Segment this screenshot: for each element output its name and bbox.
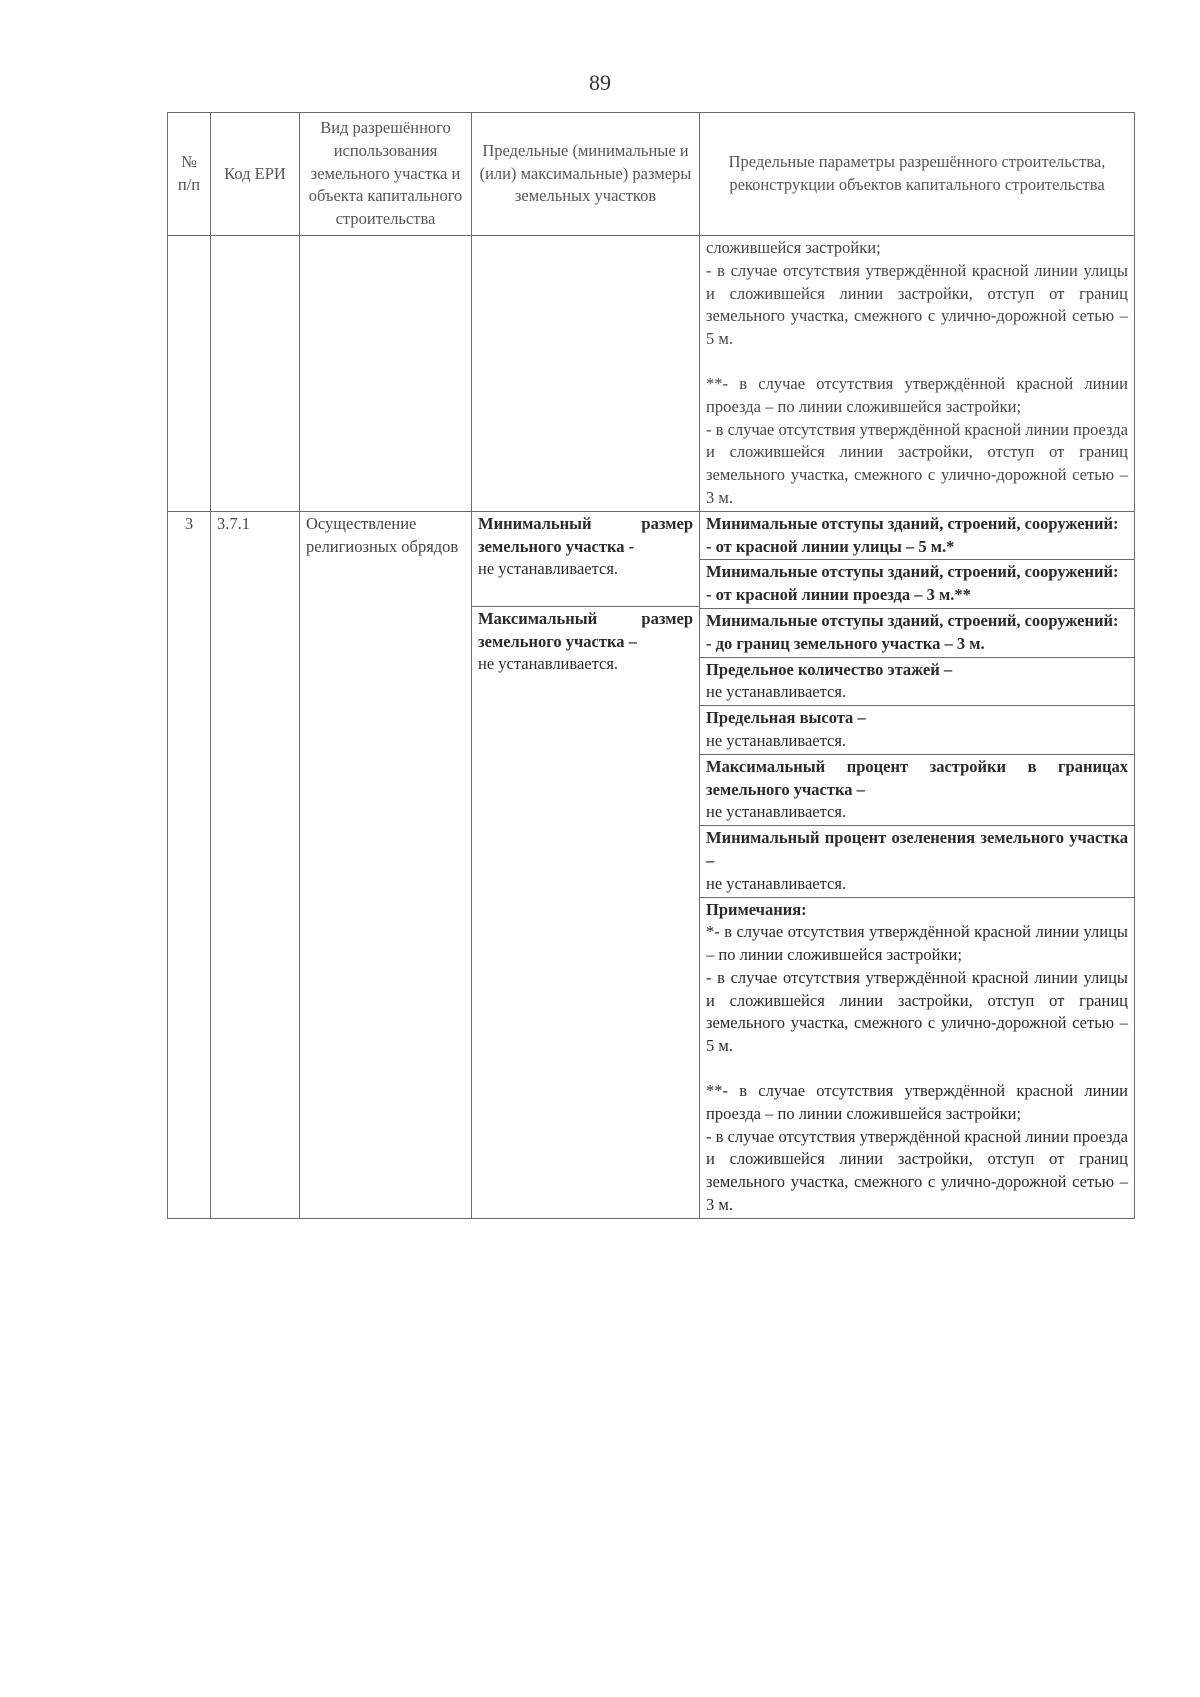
- param-value: - от красной линии улицы – 5 м.*: [706, 536, 955, 556]
- param-value: не устанавливается.: [706, 802, 847, 822]
- param-label: Предельное количество этажей –: [706, 659, 953, 679]
- param-setback-street: [700, 512, 1134, 560]
- note-text: - в случае отсутствия утверждённой красной линии проезда и сложившейся линии застройки, отступ от границ земельного участка, смежного с улично-дорожной сетью – 3 м.: [706, 1126, 1128, 1215]
- continuation-text: сложившейся застройки;: [706, 237, 881, 257]
- param-value: - до границ земельного участка – 3 м.: [706, 633, 985, 653]
- row-params-cell: [700, 511, 1135, 1218]
- header-vid: Вид разрешённого использования земельного участка и объекта капитального строительства: [300, 113, 472, 236]
- row-size-cell: [472, 511, 700, 1218]
- param-setback-passage: [700, 559, 1134, 608]
- table-header-row: [168, 113, 1135, 236]
- param-max-coverage: [700, 754, 1134, 825]
- min-size-block: [472, 512, 699, 606]
- max-size-block: [472, 606, 699, 677]
- cell-empty: [300, 235, 472, 511]
- continuation-text: - в случае отсутствия утверждённой красной линии улицы и сложившейся линии застройки, отступ от границ земельного участка, смежного с улично-дорожной сетью – 5 м.: [706, 260, 1128, 349]
- table-row-continuation: [168, 235, 1135, 511]
- min-size-label: Минимальный размер земельного участка -: [478, 513, 693, 556]
- cell-empty: [472, 235, 700, 511]
- param-value: не устанавливается.: [706, 682, 847, 702]
- table-row-3: [168, 511, 1135, 1218]
- continuation-text: - в случае отсутствия утверждённой красной линии проезда и сложившейся линии застройки, отступ от границ земельного участка, смежного с улично-дорожной сетью – 3 м.: [706, 419, 1128, 507]
- param-label: Максимальный процент застройки в границах земельного участка –: [706, 756, 1128, 799]
- header-num: № п/п: [168, 113, 211, 236]
- continuation-text: **- в случае отсутствия утверждённой красной линии проезда – по линии сложившейся застройки;: [706, 373, 1128, 416]
- max-size-label: Максимальный размер земельного участка –: [478, 608, 693, 651]
- regulations-table: [167, 112, 1135, 1219]
- param-floors: [700, 657, 1134, 706]
- param-value: не устанавливается.: [706, 730, 847, 750]
- row-code: 3.7.1: [211, 511, 300, 1218]
- param-label: Минимальные отступы зданий, строений, сооружений:: [706, 562, 1119, 582]
- max-size-value: не устанавливается.: [478, 654, 619, 674]
- min-size-value: не устанавливается.: [478, 559, 619, 579]
- notes-title: Примечания:: [706, 899, 807, 919]
- param-value: не устанавливается.: [706, 873, 847, 893]
- page-number: 89: [589, 70, 611, 95]
- row-vid: Осуществление религиозных обрядов: [300, 511, 472, 1218]
- header-size: Предельные (минимальные и (или) максимальные) размеры земельных участков: [472, 113, 700, 236]
- note-text: **- в случае отсутствия утверждённой красной линии проезда – по линии сложившейся застройки;: [706, 1081, 1128, 1123]
- param-label: Предельная высота –: [706, 708, 866, 728]
- cell-empty: [211, 235, 300, 511]
- cell-empty: [168, 235, 211, 511]
- param-setback-boundary: [700, 608, 1134, 657]
- header-params: Предельные параметры разрешённого строительства, реконструкции объектов капитального строительства: [700, 113, 1135, 236]
- param-min-greening: [700, 825, 1134, 896]
- param-label: Минимальные отступы зданий, строений, сооружений:: [706, 610, 1119, 630]
- note-text: *- в случае отсутствия утверждённой красной линии улицы – по линии сложившейся застройки;: [706, 922, 1128, 965]
- param-height: [700, 705, 1134, 754]
- param-value: - от красной линии проезда – 3 м.**: [706, 585, 971, 605]
- param-label: Минимальный процент озеленения земельного участка –: [706, 828, 1128, 870]
- note-text: - в случае отсутствия утверждённой красной линии улицы и сложившейся линии застройки, отступ от границ земельного участка, смежного с улично-дорожной сетью – 5 м.: [706, 967, 1128, 1056]
- row-number: 3: [168, 511, 211, 1218]
- notes-block: [700, 897, 1134, 1218]
- continuation-params-cell: [700, 235, 1135, 511]
- header-code: Код ЕРИ: [211, 113, 300, 236]
- param-label: Минимальные отступы зданий, строений, сооружений:: [706, 513, 1119, 533]
